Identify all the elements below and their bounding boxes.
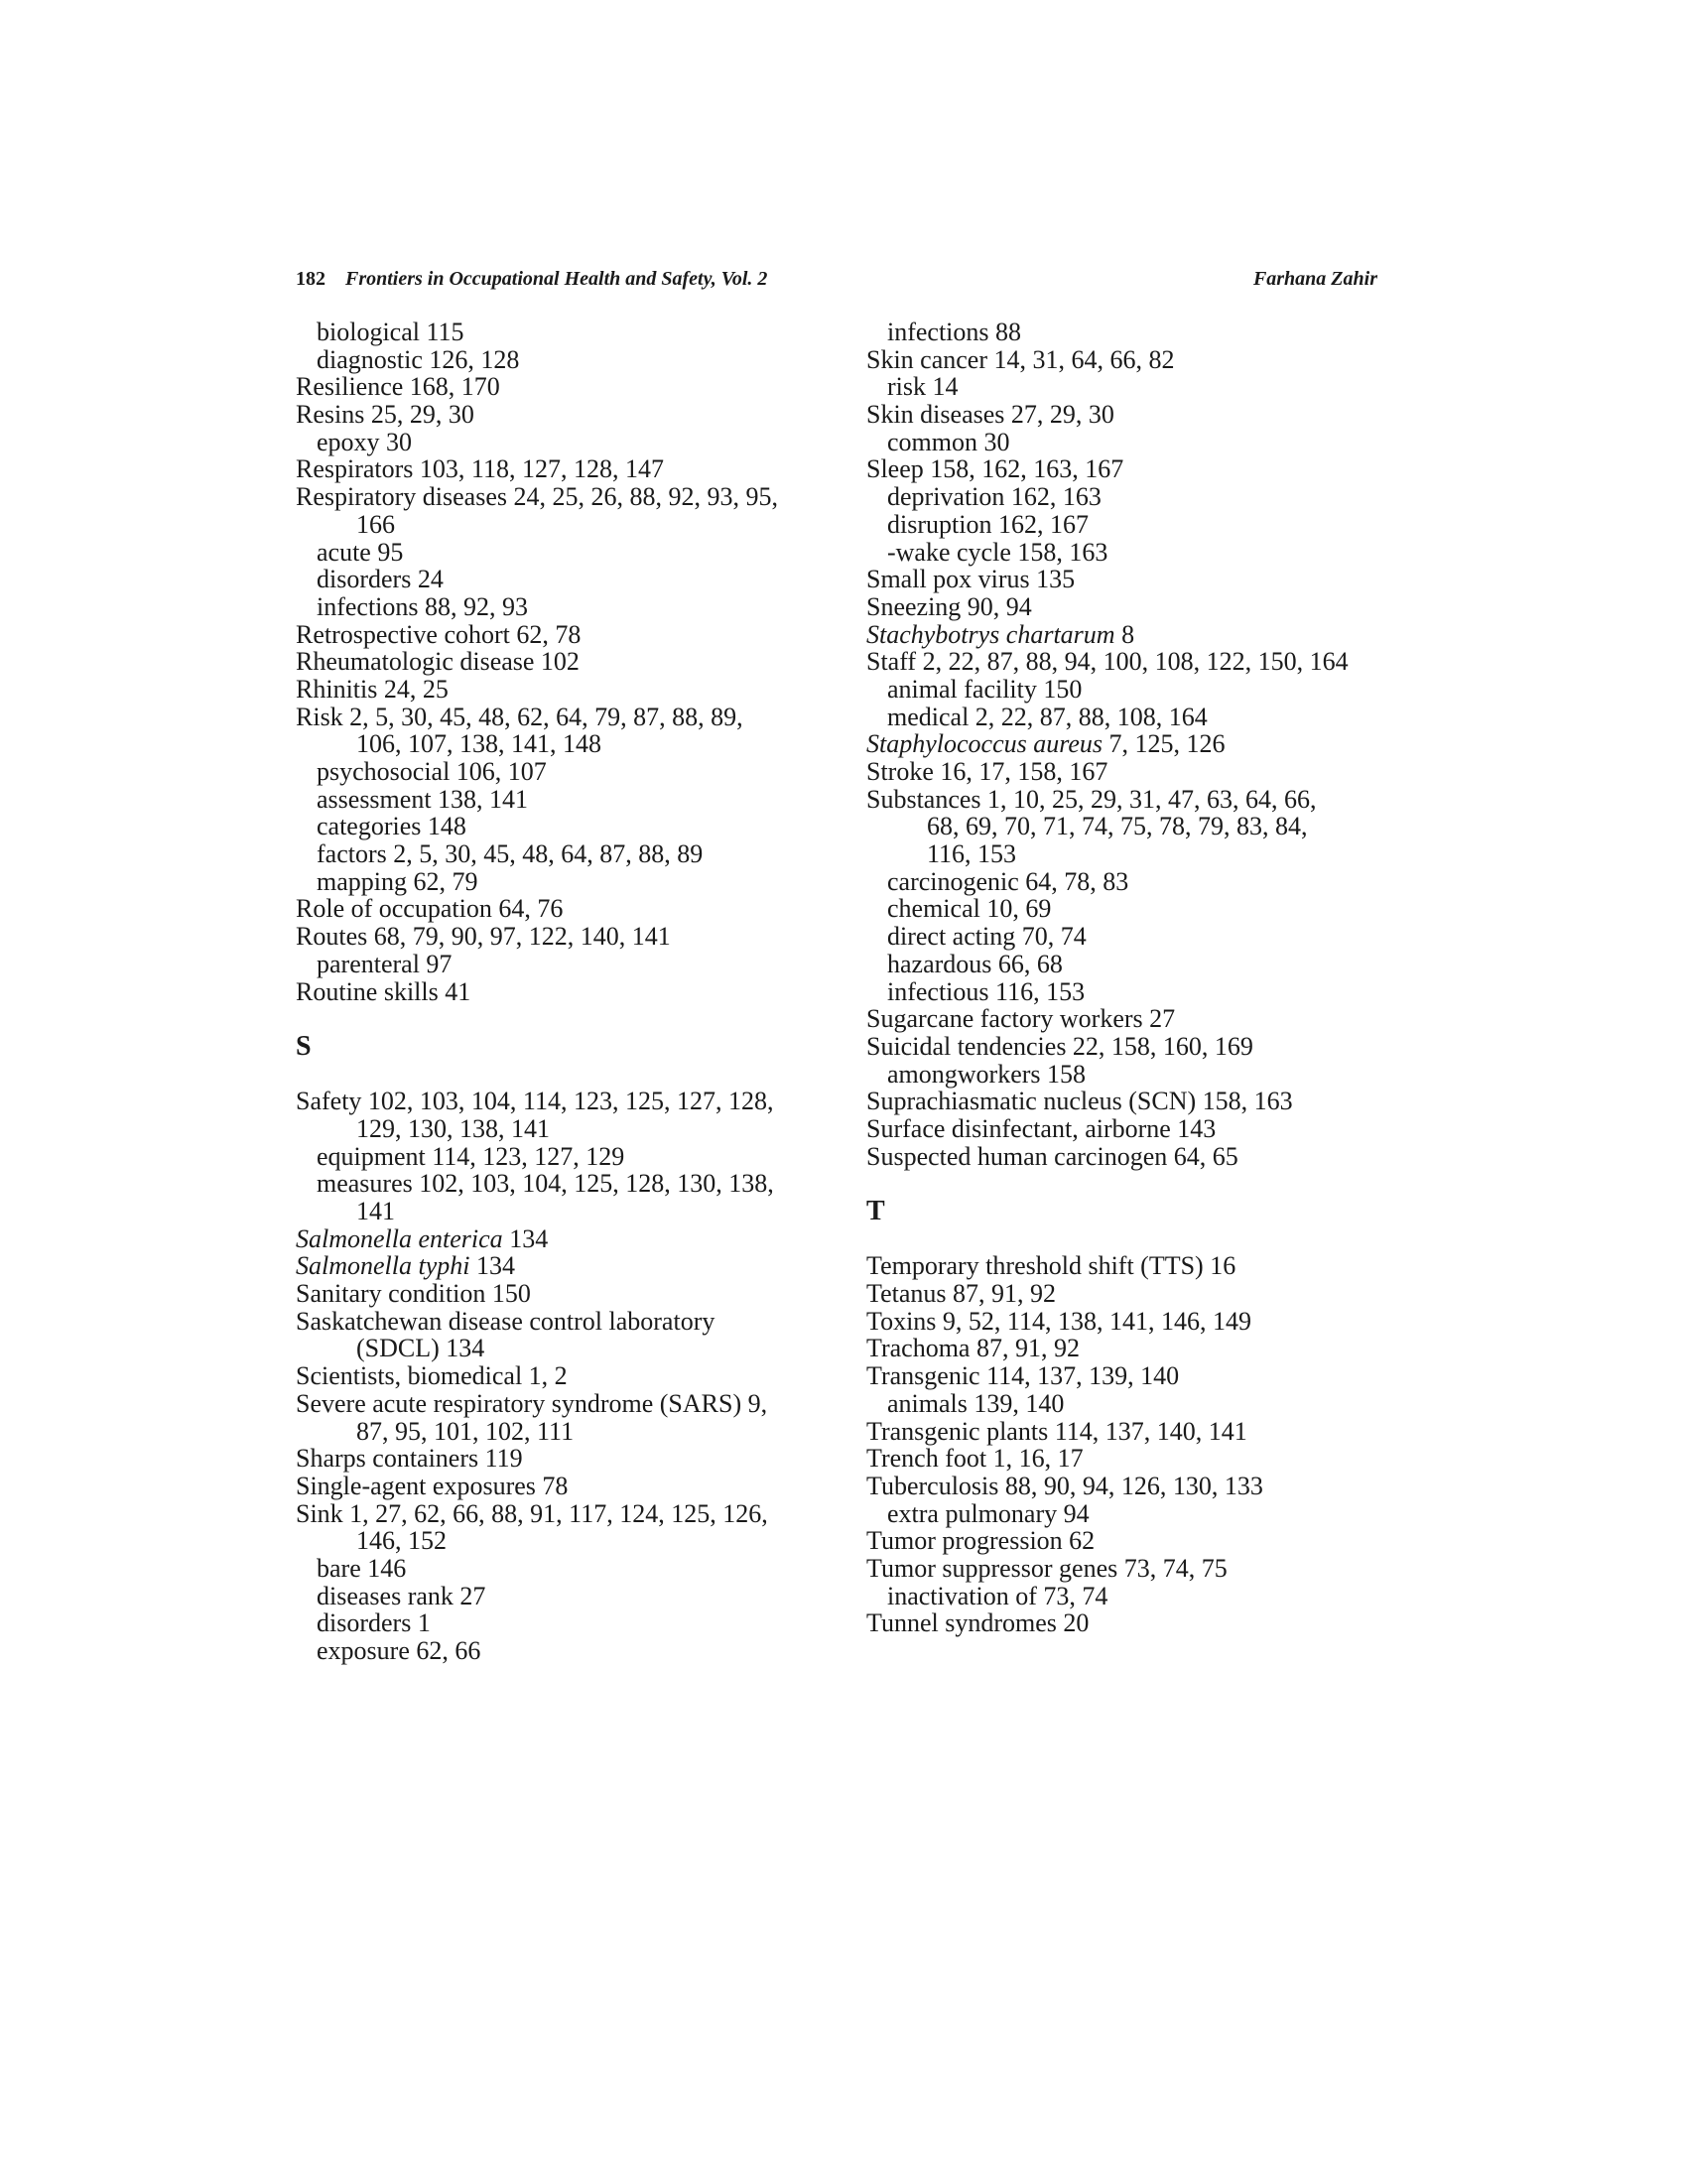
- index-entry: Tunnel syndromes 20: [866, 1608, 1090, 1638]
- index-entry: Transgenic plants 114, 137, 140, 141: [866, 1416, 1247, 1446]
- index-subentry: bare 146: [317, 1553, 407, 1583]
- index-subentry: animals 139, 140: [887, 1388, 1065, 1418]
- index-entry: Sharps containers 119: [296, 1444, 523, 1474]
- index-subentry: 141: [356, 1197, 395, 1225]
- index-entry: Resilience 168, 170: [296, 372, 500, 402]
- journal-title: Frontiers in Occupational Health and Safety, Vol. 2: [345, 268, 768, 290]
- index-entry: Stroke 16, 17, 158, 167: [866, 757, 1108, 786]
- index-entry: Respiratory diseases 24, 25, 26, 88, 92, 93, 95,: [296, 482, 779, 512]
- index-subentry: infections 88: [887, 318, 1022, 346]
- page-number: 182: [296, 268, 325, 290]
- index-subentry: diagnostic 126, 128: [317, 344, 520, 374]
- index-subentry: 129, 130, 138, 141: [356, 1113, 550, 1143]
- index-entry: Safety 102, 103, 104, 114, 123, 125, 127, 128,: [296, 1087, 774, 1116]
- index-subentry: equipment 114, 123, 127, 129: [317, 1141, 625, 1171]
- index-subentry: 116, 153: [927, 839, 1017, 869]
- index-entry: [866, 621, 1402, 649]
- index-subentry: deprivation 162, 163: [887, 482, 1102, 512]
- index-entry: Retrospective cohort 62, 78: [296, 619, 582, 649]
- index-subentry: hazardous 66, 68: [887, 949, 1063, 978]
- index-entry: Trachoma 87, 91, 92: [866, 1334, 1080, 1363]
- index-entry: Single-agent exposures 78: [296, 1471, 569, 1500]
- spacer: [296, 1061, 832, 1089]
- index-subentry: -wake cycle 158, 163: [887, 537, 1108, 567]
- index-subentry: measures 102, 103, 104, 125, 128, 130, 138,: [317, 1169, 774, 1199]
- index-subentry: 68, 69, 70, 71, 74, 75, 78, 79, 83, 84,: [927, 812, 1308, 841]
- index-subentry: (SDCL) 134: [356, 1334, 485, 1363]
- index-subentry: animal facility 150: [887, 674, 1083, 704]
- index-subentry: psychosocial 106, 107: [317, 757, 547, 786]
- index-entry: Temporary threshold shift (TTS) 16: [866, 1251, 1236, 1281]
- index-entry: Surface disinfectant, airborne 143: [866, 1113, 1217, 1143]
- index-subentry: infections 88, 92, 93: [317, 591, 529, 621]
- index-entry: Tetanus 87, 91, 92: [866, 1279, 1056, 1309]
- spacer: [296, 1005, 832, 1033]
- index-subentry: 87, 95, 101, 102, 111: [356, 1416, 575, 1446]
- page-refs: 134: [469, 1251, 515, 1281]
- italic-term: Staphylococcus aureus: [866, 729, 1104, 759]
- index-entry: Staff 2, 22, 87, 88, 94, 100, 108, 122, 150, 164: [866, 647, 1349, 677]
- index-entry: Sleep 158, 162, 163, 167: [866, 454, 1124, 484]
- index-entry: [296, 1225, 832, 1253]
- index-entry: Sink 1, 27, 62, 66, 88, 91, 117, 124, 125, 126,: [296, 1498, 768, 1528]
- index-subentry: common 30: [887, 427, 1010, 456]
- index-entry: Suicidal tendencies 22, 158, 160, 169: [866, 1031, 1253, 1061]
- index-entry: Substances 1, 10, 25, 29, 31, 47, 63, 64, 66,: [866, 784, 1317, 814]
- italic-term: Stachybotrys chartarum: [866, 619, 1115, 649]
- section-letter: S: [296, 1030, 312, 1062]
- index-entry: Routes 68, 79, 90, 97, 122, 140, 141: [296, 922, 671, 952]
- index-entry: Saskatchewan disease control laboratory: [296, 1306, 715, 1336]
- index-subentry: extra pulmonary 94: [887, 1498, 1090, 1528]
- index-subentry: direct acting 70, 74: [887, 922, 1087, 952]
- index-subentry: assessment 138, 141: [317, 784, 529, 814]
- index-entry: Scientists, biomedical 1, 2: [296, 1361, 568, 1391]
- index-subentry: chemical 10, 69: [887, 894, 1052, 924]
- index-entry: Rhinitis 24, 25: [296, 674, 449, 704]
- author-name: Farhana Zahir: [1252, 268, 1377, 290]
- index-entry: Sugarcane factory workers 27: [866, 1004, 1176, 1034]
- index-entry: Small pox virus 135: [866, 565, 1076, 594]
- index-entry: Resins 25, 29, 30: [296, 400, 474, 430]
- index-subentry: 146, 152: [356, 1526, 447, 1556]
- index-subentry: parenteral 97: [317, 949, 453, 978]
- index-subentry: exposure 62, 66: [317, 1636, 481, 1665]
- index-column-left: [296, 319, 832, 1665]
- index-subentry: mapping 62, 79: [317, 866, 478, 896]
- index-entry: [866, 730, 1402, 758]
- index-subentry: 106, 107, 138, 141, 148: [356, 729, 601, 759]
- page-refs: 8: [1114, 619, 1135, 649]
- index-entry: [296, 1252, 832, 1280]
- index-subentry: risk 14: [887, 372, 959, 402]
- index-subentry: biological 115: [317, 318, 464, 346]
- index-entry: Suprachiasmatic nucleus (SCN) 158, 163: [866, 1087, 1293, 1116]
- index-entry: Suspected human carcinogen 64, 65: [866, 1141, 1238, 1171]
- index-subentry: disorders 1: [317, 1608, 431, 1638]
- index-entry: Respirators 103, 118, 127, 128, 147: [296, 454, 664, 484]
- section-letter: T: [866, 1196, 885, 1226]
- spacer: [866, 1225, 1402, 1253]
- index-subentry: 166: [356, 509, 395, 539]
- index-entry: Tumor progression 62: [866, 1526, 1096, 1556]
- index-subentry: acute 95: [317, 537, 404, 567]
- index-entry: Skin diseases 27, 29, 30: [866, 400, 1114, 430]
- index-subentry: diseases rank 27: [317, 1581, 486, 1610]
- index-entry: Routine skills 41: [296, 976, 471, 1006]
- index-entry: Skin cancer 14, 31, 64, 66, 82: [866, 344, 1175, 374]
- index-subentry: infectious 116, 153: [887, 976, 1086, 1006]
- index-entry: Tuberculosis 88, 90, 94, 126, 130, 133: [866, 1471, 1263, 1500]
- index-entry: Trench foot 1, 16, 17: [866, 1444, 1084, 1474]
- index-subentry: factors 2, 5, 30, 45, 48, 64, 87, 88, 89: [317, 839, 704, 869]
- index-entry: Severe acute respiratory syndrome (SARS) 9,: [296, 1388, 768, 1418]
- index-subentry: medical 2, 22, 87, 88, 108, 164: [887, 702, 1208, 731]
- index-entry: Tumor suppressor genes 73, 74, 75: [866, 1553, 1228, 1583]
- page-refs: 134: [502, 1223, 549, 1253]
- spacer: [866, 1170, 1402, 1198]
- index-entry: Transgenic 114, 137, 139, 140: [866, 1361, 1180, 1391]
- italic-term: Salmonella typhi: [296, 1251, 470, 1281]
- italic-term: Salmonella enterica: [296, 1223, 503, 1253]
- index-subentry: carcinogenic 64, 78, 83: [887, 866, 1129, 896]
- index-entry: Rheumatologic disease 102: [296, 647, 580, 677]
- index-subentry: epoxy 30: [317, 427, 413, 456]
- index-subentry: amongworkers 158: [887, 1059, 1087, 1089]
- index-entry: Toxins 9, 52, 114, 138, 141, 146, 149: [866, 1306, 1251, 1336]
- index-entry: Sneezing 90, 94: [866, 591, 1032, 621]
- index-subentry: categories 148: [317, 812, 466, 841]
- index-subentry: inactivation of 73, 74: [887, 1581, 1108, 1610]
- index-column-right: [866, 319, 1402, 1637]
- index-entry: Sanitary condition 150: [296, 1279, 531, 1309]
- page-refs: 7, 125, 126: [1103, 729, 1226, 759]
- index-entry: Risk 2, 5, 30, 45, 48, 62, 64, 79, 87, 88, 89,: [296, 702, 743, 731]
- index-subentry: disorders 24: [317, 565, 444, 594]
- index-entry: Role of occupation 64, 76: [296, 894, 564, 924]
- index-subentry: disruption 162, 167: [887, 509, 1089, 539]
